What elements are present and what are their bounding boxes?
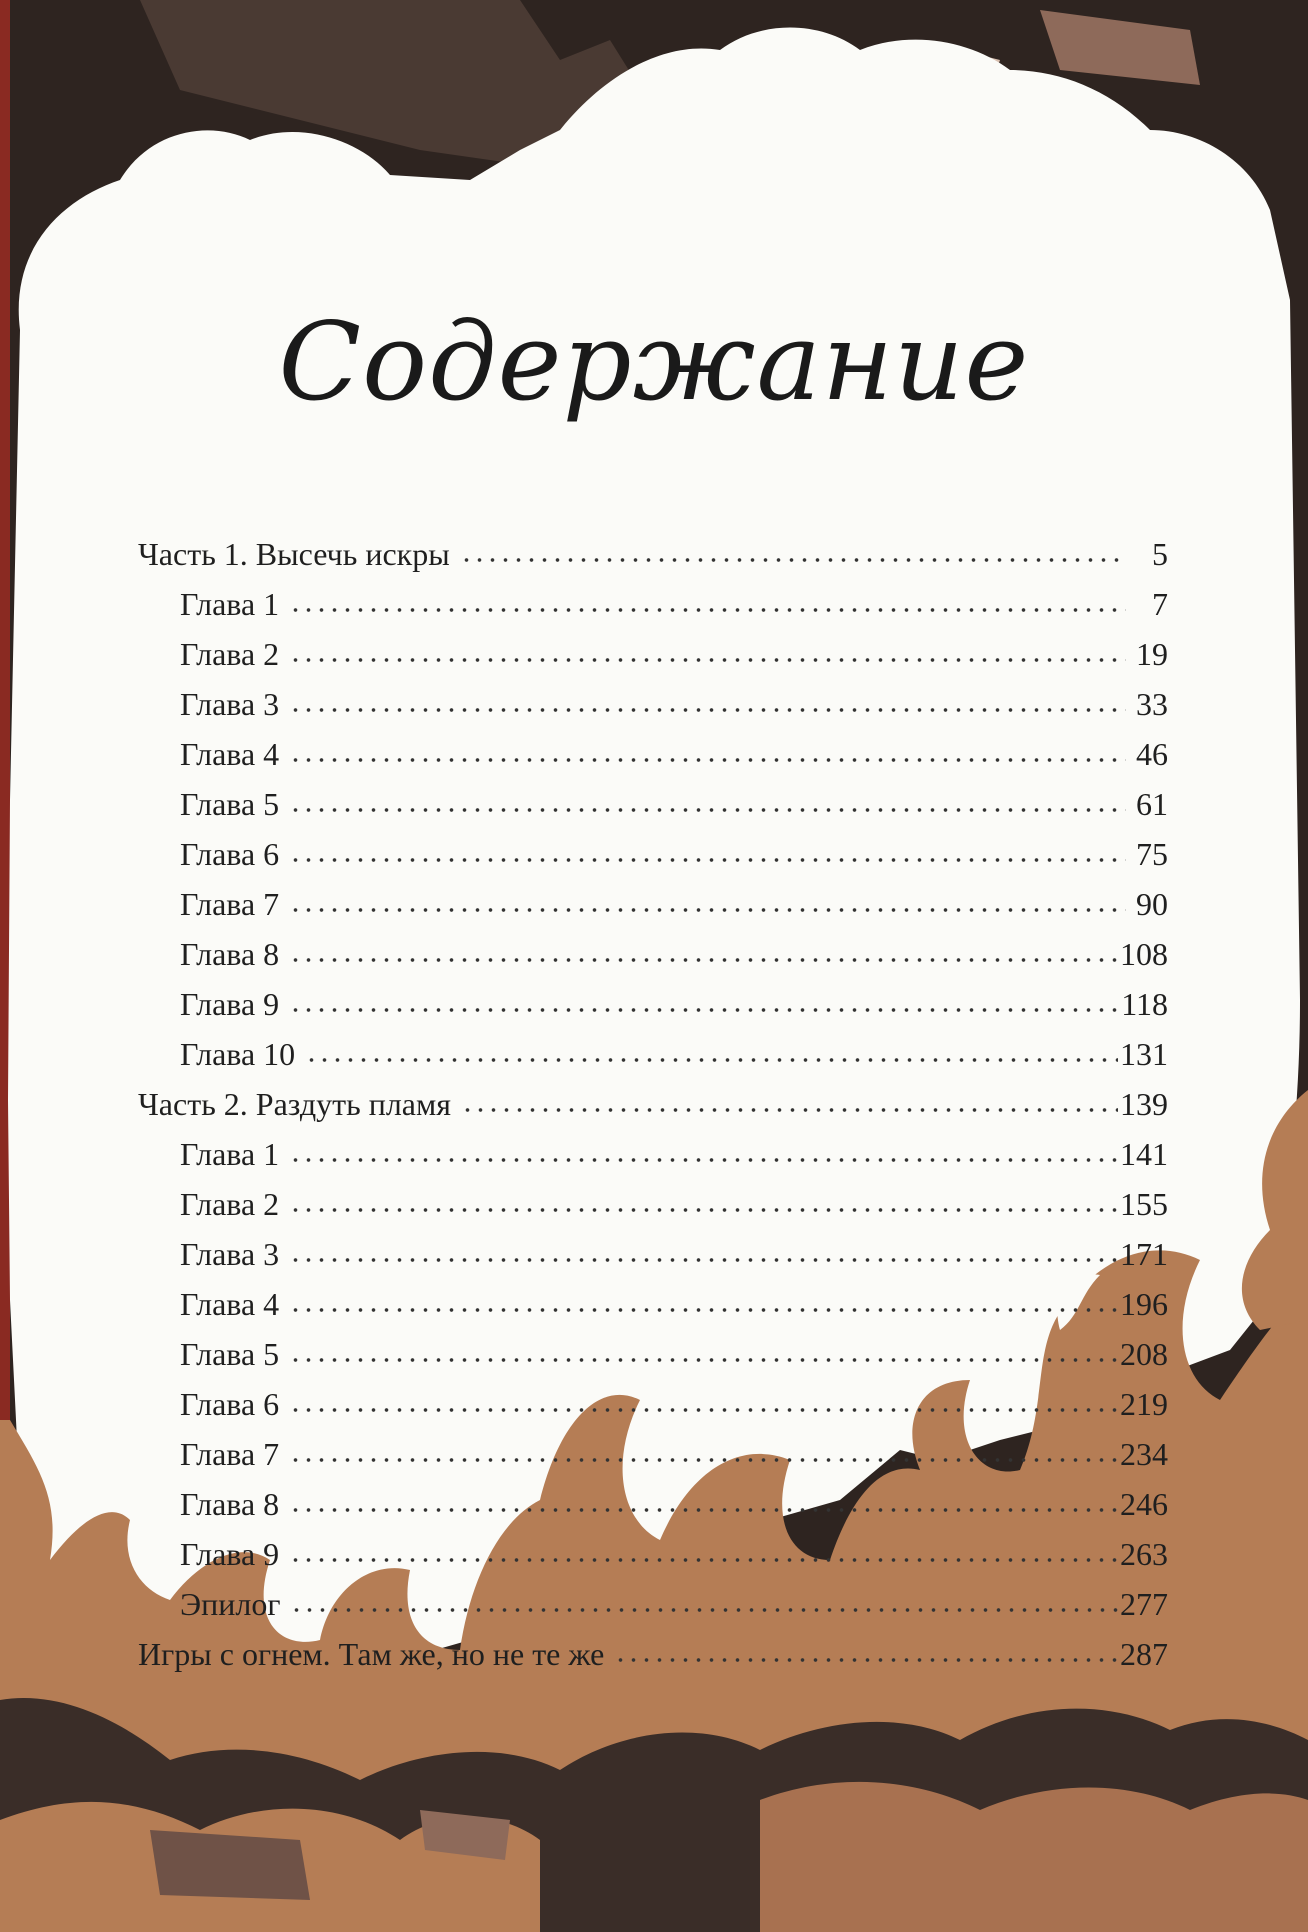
toc-dot-leader <box>289 1206 1118 1214</box>
toc-dot-leader <box>290 1606 1118 1614</box>
toc-dot-leader <box>289 956 1118 964</box>
toc-chapter-row <box>180 876 1168 920</box>
toc-dot-leader <box>289 1156 1118 1164</box>
toc-entry-label: Часть 2. Раздуть пламя <box>138 1086 451 1122</box>
toc-dot-leader <box>289 1506 1118 1514</box>
toc-entry-label: Игры с огнем. Там же, но не те же <box>138 1636 605 1672</box>
toc-dot-leader <box>289 656 1126 664</box>
toc-chapter-row <box>180 726 1168 770</box>
toc-dot-leader <box>305 1056 1118 1064</box>
toc-dot-leader <box>289 1456 1118 1464</box>
toc-page-number: 246 <box>1120 1486 1168 1522</box>
toc-page-number: 234 <box>1120 1436 1168 1472</box>
toc-page-number: 33 <box>1136 686 1168 722</box>
toc-page-number: 139 <box>1120 1086 1168 1122</box>
toc-chapter-row <box>180 1476 1168 1520</box>
toc-dot-leader <box>289 1256 1118 1264</box>
toc-entry-label: Глава 1 <box>180 586 280 622</box>
toc-page-number: 75 <box>1136 836 1168 872</box>
toc-dot-leader <box>289 856 1126 864</box>
toc-entry-label: Глава 8 <box>180 1486 280 1522</box>
toc-chapter-row <box>180 1376 1168 1420</box>
toc-page-number: 196 <box>1120 1286 1168 1322</box>
toc-dot-leader <box>289 806 1126 814</box>
toc-dot-leader <box>289 606 1126 614</box>
toc-page-number: 19 <box>1136 636 1168 672</box>
toc-dot-leader <box>289 1306 1118 1314</box>
toc-entry-label: Глава 4 <box>180 1286 280 1322</box>
toc-entry-label: Часть 1. Высечь искры <box>138 536 450 572</box>
toc-entry-label: Глава 2 <box>180 1186 280 1222</box>
toc-entry-label: Глава 3 <box>180 1236 280 1272</box>
toc-entry-label: Глава 2 <box>180 636 280 672</box>
toc-page-number: 7 <box>1152 586 1168 622</box>
toc-entry-label: Глава 4 <box>180 736 280 772</box>
toc-page-number: 108 <box>1120 936 1168 972</box>
toc-chapter-row <box>180 1226 1168 1270</box>
toc-entry-label: Глава 5 <box>180 1336 280 1372</box>
toc-chapter-row <box>180 676 1168 720</box>
toc-page-number: 61 <box>1136 786 1168 822</box>
toc-chapter-row <box>180 926 1168 970</box>
toc-page-number: 90 <box>1136 886 1168 922</box>
toc-entry-label: Глава 5 <box>180 786 280 822</box>
toc-entry-label: Глава 6 <box>180 836 280 872</box>
toc-part-row <box>138 526 1168 570</box>
toc-page-number: 263 <box>1120 1536 1168 1572</box>
toc-dot-leader <box>289 1406 1118 1414</box>
toc-page-number: 141 <box>1120 1136 1168 1172</box>
toc-chapter-row <box>180 1526 1168 1570</box>
toc-page-number: 155 <box>1120 1186 1168 1222</box>
toc-page-number: 131 <box>1120 1036 1168 1072</box>
toc-chapter-row <box>180 976 1168 1020</box>
scroll-fragment-bottom <box>150 1830 310 1900</box>
toc-page-number: 5 <box>1152 536 1168 572</box>
toc-chapter-row <box>180 576 1168 620</box>
toc-page-number: 118 <box>1121 986 1168 1022</box>
toc-dot-leader <box>289 1356 1118 1364</box>
toc-chapter-row <box>180 1576 1168 1620</box>
toc-chapter-row <box>180 1426 1168 1470</box>
toc-dot-leader <box>460 556 1126 564</box>
toc-page-number: 219 <box>1120 1386 1168 1422</box>
toc-chapter-row <box>180 1326 1168 1370</box>
toc-dot-leader <box>289 1006 1119 1014</box>
toc-chapter-row <box>180 1176 1168 1220</box>
toc-dot-leader <box>614 1656 1118 1664</box>
flame-layer-front-right <box>760 1782 1308 1932</box>
toc-part-row <box>138 1076 1168 1120</box>
toc-dot-leader <box>289 1556 1118 1564</box>
toc-dot-leader <box>289 756 1126 764</box>
toc-page-number: 287 <box>1120 1636 1168 1672</box>
toc-page-number: 46 <box>1136 736 1168 772</box>
toc-chapter-row <box>180 626 1168 670</box>
toc-entry-label: Глава 9 <box>180 986 280 1022</box>
toc-entry-label: Глава 7 <box>180 886 280 922</box>
toc-entry-label: Глава 10 <box>180 1036 296 1072</box>
toc-entry-label: Глава 7 <box>180 1436 280 1472</box>
toc-entry-label: Глава 3 <box>180 686 280 722</box>
toc-part-row <box>138 1626 1168 1670</box>
toc-entry-label: Эпилог <box>180 1586 281 1622</box>
page-title: Содержание <box>278 300 1030 425</box>
toc-entry-label: Глава 9 <box>180 1536 280 1572</box>
toc-entry-label: Глава 6 <box>180 1386 280 1422</box>
toc-chapter-row <box>180 776 1168 820</box>
toc-page-number: 171 <box>1120 1236 1168 1272</box>
toc-chapter-row <box>180 1276 1168 1320</box>
toc-page-number: 277 <box>1120 1586 1168 1622</box>
toc-entry-label: Глава 8 <box>180 936 280 972</box>
toc-dot-leader <box>461 1106 1118 1114</box>
toc-page-number: 208 <box>1120 1336 1168 1372</box>
toc-chapter-row <box>180 826 1168 870</box>
toc-dot-leader <box>289 706 1126 714</box>
toc-chapter-row <box>180 1026 1168 1070</box>
toc-dot-leader <box>289 906 1126 914</box>
toc-entry-label: Глава 1 <box>180 1136 280 1172</box>
toc-chapter-row <box>180 1126 1168 1170</box>
